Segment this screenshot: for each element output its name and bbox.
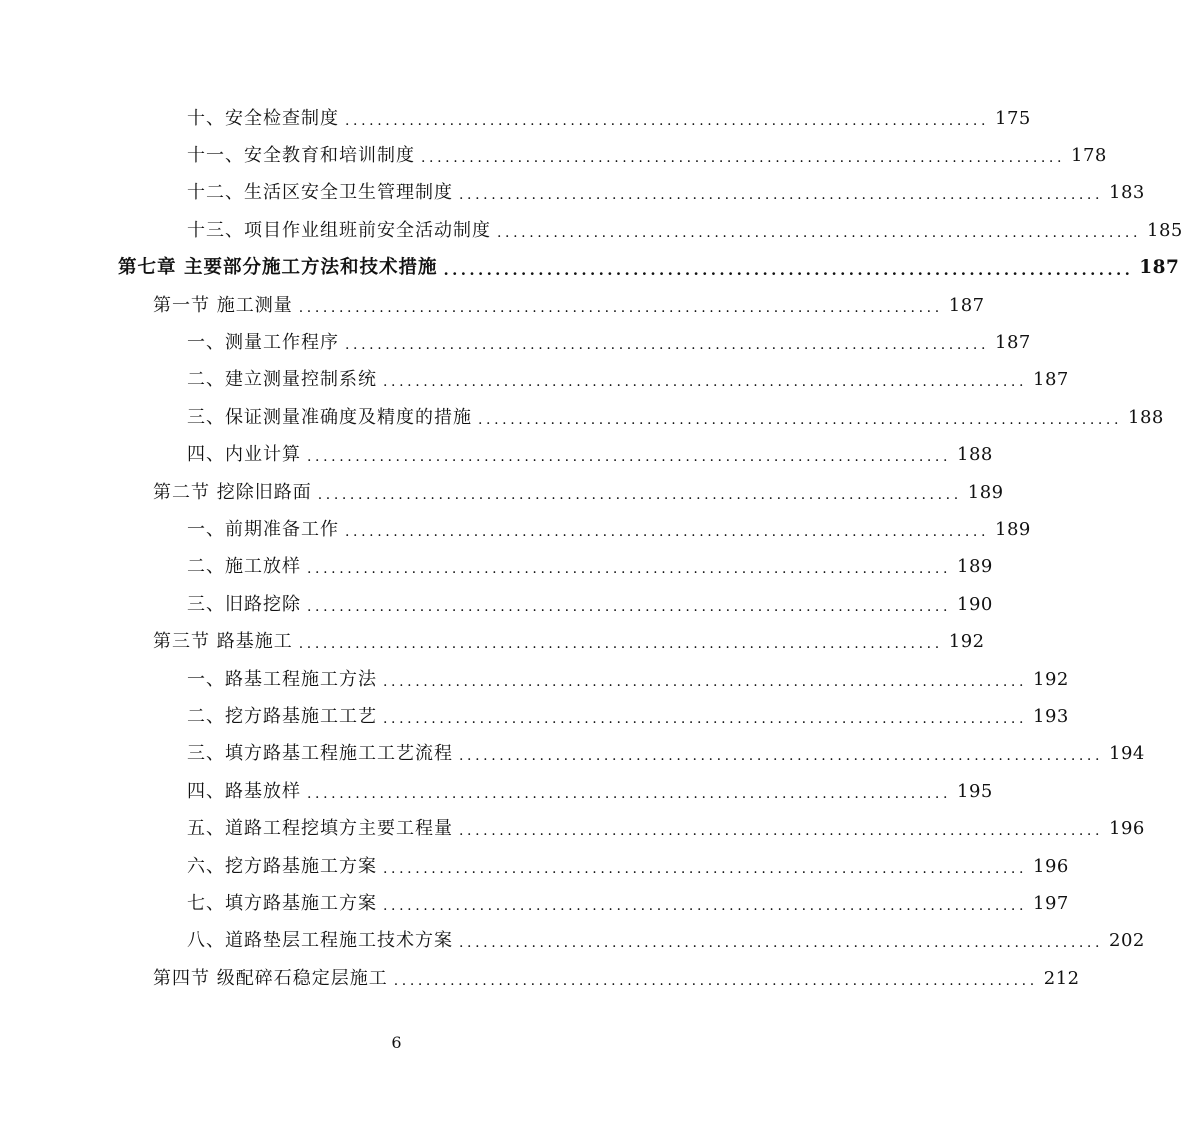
toc-entry[interactable] bbox=[187, 885, 1069, 922]
toc-leader-dots: ................................................................................ bbox=[345, 337, 990, 354]
toc-entry-title: 十三、项目作业组班前安全活动制度 bbox=[187, 219, 491, 241]
toc-entry[interactable] bbox=[187, 661, 1069, 698]
toc-leader-dots: ................................................................................ bbox=[317, 486, 962, 503]
toc-section-entry[interactable] bbox=[153, 287, 985, 324]
toc-entry-title: 十一、安全教育和培训制度 bbox=[187, 145, 415, 167]
toc-entry-page: 202 bbox=[1109, 930, 1145, 952]
toc-entry-page: 194 bbox=[1109, 743, 1145, 765]
toc-entry-page: 192 bbox=[1033, 668, 1069, 690]
toc-entry-title: 一、测量工作程序 bbox=[187, 332, 339, 354]
toc-leader-dots: ................................................................................ bbox=[298, 299, 943, 316]
toc-entry-page: 197 bbox=[1033, 893, 1069, 915]
toc-entry-page: 188 bbox=[957, 444, 993, 466]
toc-leader-dots: ................................................................................ bbox=[298, 636, 943, 653]
toc-entry[interactable] bbox=[187, 549, 993, 586]
toc-entry-title: 二、挖方路基施工工艺 bbox=[187, 706, 377, 728]
toc-leader-dots: ................................................................................ bbox=[345, 112, 990, 129]
toc-entry-page: 175 bbox=[995, 107, 1031, 129]
toc-leader-dots: ................................................................................ bbox=[307, 785, 952, 802]
toc-entry-title: 三、填方路基工程施工工艺流程 bbox=[187, 743, 453, 765]
toc-leader-dots: ................................................................................ bbox=[383, 374, 1028, 391]
toc-leader-dots: ................................................................................ bbox=[383, 711, 1028, 728]
toc-entry-page: 183 bbox=[1109, 182, 1145, 204]
toc-entry-title: 第四节 级配碎石稳定层施工 bbox=[153, 967, 388, 989]
toc-leader-dots: ................................................................................ bbox=[345, 524, 990, 541]
toc-entry[interactable] bbox=[187, 923, 1145, 960]
toc-entry-page: 193 bbox=[1033, 706, 1069, 728]
toc-entry-page: 187 bbox=[948, 294, 985, 316]
toc-section-entry[interactable] bbox=[153, 474, 1004, 511]
toc-entry-title: 六、挖方路基施工方案 bbox=[187, 855, 377, 877]
toc-entry-title: 一、前期准备工作 bbox=[187, 519, 339, 541]
toc-leader-dots: ................................................................................ bbox=[459, 823, 1104, 840]
toc-entry-title: 第七章 主要部分施工方法和技术措施 bbox=[118, 257, 438, 279]
toc-entry-title: 四、路基放样 bbox=[187, 780, 301, 802]
toc-chapter-entry[interactable] bbox=[118, 250, 1180, 287]
toc-entry-page: 212 bbox=[1043, 967, 1080, 989]
toc-entry-page: 189 bbox=[995, 519, 1031, 541]
toc-entry[interactable] bbox=[187, 175, 1145, 212]
toc-entry-title: 第一节 施工测量 bbox=[153, 294, 293, 316]
toc-entry-page: 190 bbox=[957, 593, 993, 615]
toc-leader-dots: ................................................................................ bbox=[497, 224, 1142, 241]
toc-leader-dots: ................................................................................ bbox=[307, 598, 952, 615]
toc-leader-dots: ................................................................................ bbox=[307, 449, 952, 466]
toc-entry[interactable] bbox=[187, 100, 1031, 137]
toc-section-entry[interactable] bbox=[153, 624, 985, 661]
toc-entry-title: 四、内业计算 bbox=[187, 444, 301, 466]
toc-entry[interactable] bbox=[187, 736, 1145, 773]
toc-leader-dots: ................................................................................ bbox=[383, 673, 1028, 690]
toc-entry-page: 187 bbox=[1033, 369, 1069, 391]
toc-entry[interactable] bbox=[187, 324, 1031, 361]
toc-entry-title: 十、安全检查制度 bbox=[187, 107, 339, 129]
toc-entry[interactable] bbox=[187, 399, 1164, 436]
toc-entry-title: 二、建立测量控制系统 bbox=[187, 369, 377, 391]
toc-entry-title: 第三节 路基施工 bbox=[153, 631, 293, 653]
toc-entry-title: 一、路基工程施工方法 bbox=[187, 668, 377, 690]
toc-entry[interactable] bbox=[187, 698, 1069, 735]
toc-entry-title: 八、道路垫层工程施工技术方案 bbox=[187, 930, 453, 952]
toc-leader-dots: ................................................................................ bbox=[383, 898, 1028, 915]
toc-entry-page: 189 bbox=[967, 481, 1004, 503]
toc-entry[interactable] bbox=[187, 848, 1069, 885]
toc-leader-dots: ................................................................................ bbox=[443, 260, 1134, 279]
toc-entry-page: 187 bbox=[1139, 257, 1180, 279]
toc-entry[interactable] bbox=[187, 586, 993, 623]
toc-leader-dots: ................................................................................ bbox=[393, 972, 1038, 989]
toc-entry-title: 二、施工放样 bbox=[187, 556, 301, 578]
toc-entry-title: 三、保证测量准确度及精度的措施 bbox=[187, 406, 472, 428]
toc-entry-page: 196 bbox=[1109, 818, 1145, 840]
toc-entry-page: 192 bbox=[948, 631, 985, 653]
toc-leader-dots: ................................................................................ bbox=[383, 860, 1028, 877]
toc-leader-dots: ................................................................................ bbox=[459, 748, 1104, 765]
toc-entry[interactable] bbox=[187, 212, 1183, 249]
toc-entry-title: 第二节 挖除旧路面 bbox=[153, 481, 312, 503]
toc-entry[interactable] bbox=[187, 811, 1145, 848]
toc-entry[interactable] bbox=[187, 137, 1107, 174]
toc-leader-dots: ................................................................................ bbox=[478, 411, 1123, 428]
toc-entry-page: 185 bbox=[1147, 219, 1183, 241]
toc-entry-page: 196 bbox=[1033, 855, 1069, 877]
page-number: 6 bbox=[391, 1033, 402, 1052]
toc-entry-page: 187 bbox=[995, 332, 1031, 354]
toc-leader-dots: ................................................................................ bbox=[307, 561, 952, 578]
toc-entry-page: 178 bbox=[1071, 145, 1107, 167]
toc-entry-page: 195 bbox=[957, 780, 993, 802]
toc-entry-title: 十二、生活区安全卫生管理制度 bbox=[187, 182, 453, 204]
toc-entry-title: 七、填方路基施工方案 bbox=[187, 893, 377, 915]
toc-section-entry[interactable] bbox=[153, 960, 1080, 997]
toc-leader-dots: ................................................................................ bbox=[459, 187, 1104, 204]
toc-leader-dots: ................................................................................ bbox=[459, 935, 1104, 952]
toc-leader-dots: ................................................................................ bbox=[421, 150, 1066, 167]
toc-entry[interactable] bbox=[187, 773, 993, 810]
toc-entry-title: 三、旧路挖除 bbox=[187, 593, 301, 615]
toc-entry[interactable] bbox=[187, 511, 1031, 548]
toc-entry[interactable] bbox=[187, 362, 1069, 399]
toc-entry-title: 五、道路工程挖填方主要工程量 bbox=[187, 818, 453, 840]
toc-entry-page: 188 bbox=[1128, 406, 1164, 428]
toc-entry-page: 189 bbox=[957, 556, 993, 578]
toc-entry[interactable] bbox=[187, 437, 993, 474]
